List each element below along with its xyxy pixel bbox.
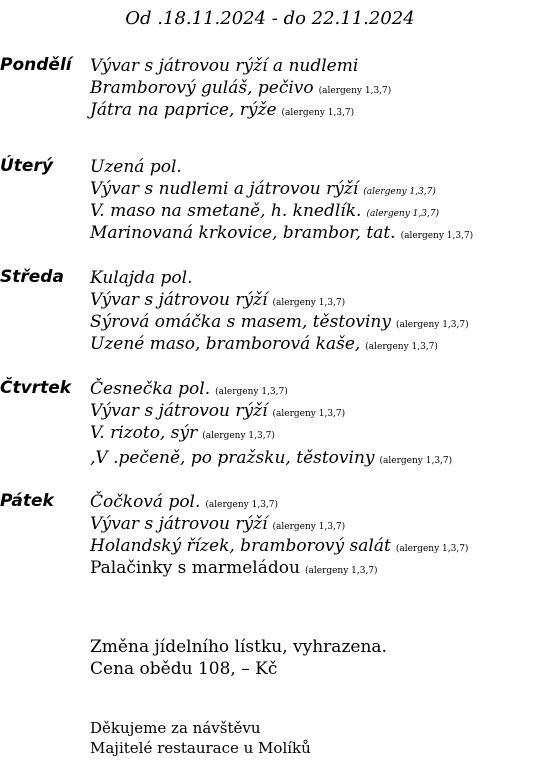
menu-item: Holandský řízek, bramborový salát (alergeny 1,3,7) bbox=[90, 536, 469, 556]
menu-item: Játra na paprice, rýže (alergeny 1,3,7) bbox=[90, 100, 355, 120]
menu-item: Vývar s nudlemi a játrovou rýží (alergeny 1,3,7) bbox=[90, 179, 436, 199]
menu-item: Sýrová omáčka s masem, těstoviny (alergeny 1,3,7) bbox=[90, 312, 469, 332]
menu-item: Kulajda pol. bbox=[90, 268, 193, 288]
menu-item: ‚V .pečeně, po pražsku, těstoviny (alergeny 1,3,7) bbox=[90, 448, 453, 468]
day-name: Pátek bbox=[0, 491, 54, 511]
menu-item: Palačinky s marmeládou (alergeny 1,3,7) bbox=[90, 558, 378, 578]
menu-item: Bramborový guláš, pečivo (alergeny 1,3,7) bbox=[90, 78, 392, 98]
menu-item: Uzené maso, bramborová kaše, (alergeny 1,3,7) bbox=[90, 334, 438, 354]
menu-item: Čočková pol. (alergeny 1,3,7) bbox=[90, 492, 279, 512]
lunch-price: Cena obědu 108, – Kč bbox=[90, 659, 278, 679]
owners-line: Majitelé restaurace u Molíků bbox=[90, 739, 311, 757]
day-name: Úterý bbox=[0, 156, 53, 176]
menu-change-note: Změna jídelního lístku, vyhrazena. bbox=[90, 637, 387, 657]
menu-item: Vývar s játrovou rýží (alergeny 1,3,7) bbox=[90, 514, 346, 534]
menu-period: Od .18.11.2024 - do 22.11.2024 bbox=[125, 8, 415, 29]
menu-footer bbox=[90, 636, 387, 680]
thanks-line: Děkujeme za návštěvu bbox=[90, 719, 261, 737]
menu-item: Uzená pol. bbox=[90, 157, 182, 177]
menu-item: Česnečka pol. (alergeny 1,3,7) bbox=[90, 379, 288, 399]
menu-item: Vývar s játrovou rýží (alergeny 1,3,7) bbox=[90, 290, 346, 310]
menu-item: Vývar s játrovou rýží a nudlemi bbox=[90, 56, 359, 76]
menu-item: V. maso na smetaně, h. knedlík. (alergeny 1,3,7) bbox=[90, 201, 440, 221]
day-name: Čtvrtek bbox=[0, 378, 72, 398]
menu-item: V. rizoto, sýr (alergeny 1,3,7) bbox=[90, 423, 275, 443]
day-name: Pondělí bbox=[0, 55, 72, 75]
day-name: Středa bbox=[0, 267, 64, 287]
menu-item: Vývar s játrovou rýží (alergeny 1,3,7) bbox=[90, 401, 346, 421]
menu-item: Marinovaná krkovice, brambor, tat. (alergeny 1,3,7) bbox=[90, 223, 474, 243]
thanks-note bbox=[90, 718, 311, 758]
